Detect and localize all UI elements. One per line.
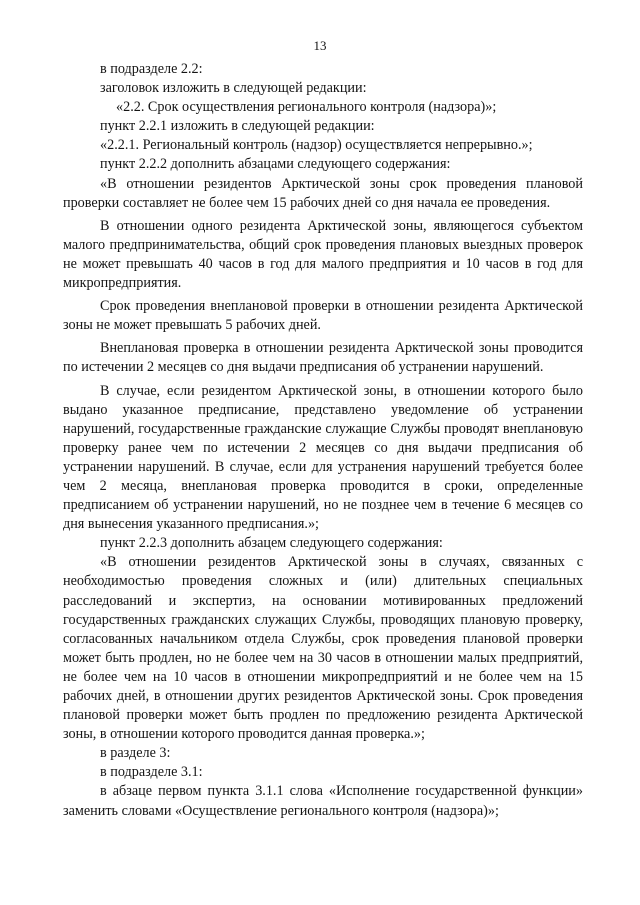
paragraph: Срок проведения внеплановой проверки в отношении резидента Арктической зоны не может превышать 5 рабочих дней. [63, 298, 583, 334]
paragraph: пункт 2.2.1 изложить в следующей редакции: [100, 118, 375, 135]
paragraph: в разделе 3: [100, 745, 171, 762]
paragraph: пункт 2.2.2 дополнить абзацами следующего содержания: [100, 156, 451, 173]
paragraph: «В отношении резидентов Арктической зоны в случаях, связанных с необходимостью проведения сложных и (или) длительных специальных расследований и экспертиз, на основании мотивированных предложений государственных гражданских служащих Службы, проводящих плановую проверку, согласованных начальником отдела Службы, срок проведения плановой проверки может быть продлен, но не более чем на 30 часов в отношении малых предприятий, не более чем на 10 часов в отношении микропредприятий и не более чем на 15 рабочих дней, в отношении других резидентов Арктической зоны. Срок проведения плановой проверки может быть продлен по предложению резидента Арктической зоны, в отношении которого проводится данная проверка.»; [63, 554, 583, 743]
paragraph: «В отношении резидентов Арктической зоны срок проведения плановой проверки составляет не более чем 15 рабочих дней со дня начала ее проведения. [63, 175, 583, 211]
paragraph: в подразделе 3.1: [100, 764, 203, 781]
paragraph: в абзаце первом пункта 3.1.1 слова «Исполнение государственной функции» заменить словами «Осуществление регионального контроля (надзора)»; [63, 783, 583, 819]
paragraph: в подразделе 2.2: [100, 61, 203, 77]
paragraph: «2.2. Срок осуществления регионального контроля (надзора)»; [116, 99, 497, 116]
paragraph: В отношении одного резидента Арктической зоны, являющегося субъектом малого предпринимательства, общий срок проведения плановых выездных проверок не может превышать 40 часов в год для малого предприятия и 10 часов в год для микропредприятия. [63, 217, 583, 292]
paragraph: заголовок изложить в следующей редакции: [100, 80, 367, 97]
paragraph: В случае, если резидентом Арктической зоны, в отношении которого было выдано указанное предписание, представлено уведомление об устранении нарушений, государственные гражданские служащие Службы проводят внеплановую проверку ранее чем по истечении 2 месяцев со дня выдачи предписания об устранении нарушений. В случае, если для устранения нарушений требуется более чем 2 месяца, внеплановая проверка проводится в сроки, определенные предписанием об устранении нарушений, но не позднее чем в течение 6 месяцев со дня вынесения указанного предписания.»; [63, 382, 583, 533]
page-number: 13 [313, 38, 327, 53]
paragraph: «2.2.1. Региональный контроль (надзор) осуществляется непрерывно.»; [100, 137, 533, 154]
document-body [63, 60, 583, 821]
paragraph: пункт 2.2.3 дополнить абзацем следующего содержания: [100, 535, 443, 552]
paragraph: Внеплановая проверка в отношении резидента Арктической зоны проводится по истечении 2 месяцев со дня выдачи предписания об устранении нарушений. [63, 340, 583, 376]
